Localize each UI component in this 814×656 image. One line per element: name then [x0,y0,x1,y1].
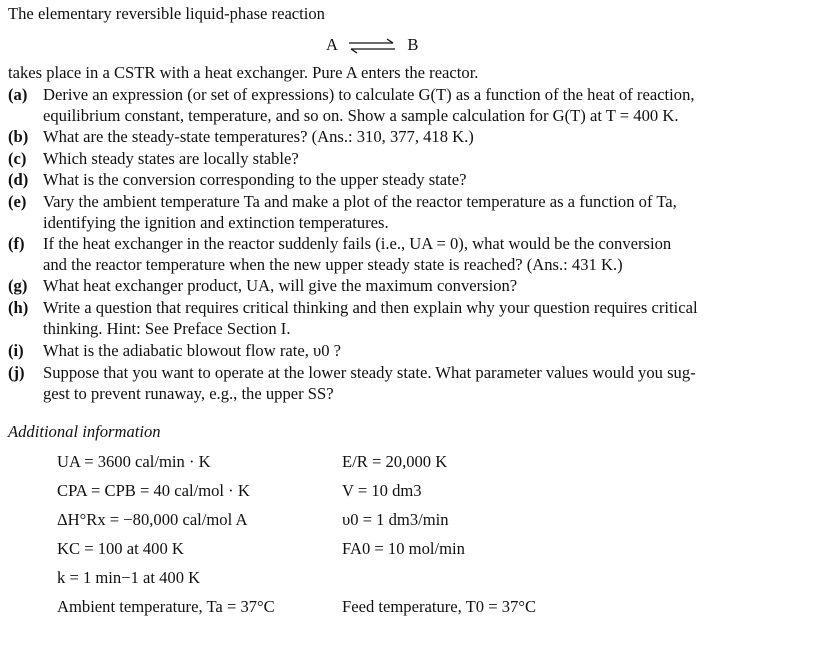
item-text: identifying the ignition and extinction temperatures. [43,213,389,232]
product-label: B [407,35,419,54]
feed-temperature-value: Feed temperature, T0 = 37°C [342,597,537,616]
equilibrium-constant-value: KC = 100 at 400 K [57,539,184,558]
item-text: thinking. Hint: See Preface Section I. [43,319,291,338]
item-text: What heat exchanger product, UA, will give the maximum conversion? [43,276,518,295]
item-text: Suppose that you want to operate at the lower steady state. What parameter values would you sug- [43,363,696,382]
item-label: (b) [8,127,29,146]
item-label: (d) [8,170,29,189]
item-label: (j) [8,363,25,382]
item-text: Vary the ambient temperature Ta and make a plot of the reactor temperature as a function of Ta, [43,192,677,211]
heat-capacity-value: CPA = CPB = 40 cal/mol · K [57,481,250,500]
item-text: gest to prevent runaway, e.g., the upper SS? [43,384,334,403]
volume-value: V = 10 dm3 [342,481,422,500]
ua-value: UA = 3600 cal/min · K [57,452,211,471]
additional-heading: Additional information [8,422,161,441]
ambient-temperature-value: Ambient temperature, Ta = 37°C [57,597,275,616]
item-text: What are the steady-state temperatures? (Ans.: 310, 377, 418 K.) [43,127,474,146]
item-text: What is the adiabatic blowout flow rate, υ0 ? [43,341,342,360]
intro-line-2: takes place in a CSTR with a heat exchanger. Pure A enters the reactor. [8,63,479,82]
item-text: equilibrium constant, temperature, and so on. Show a sample calculation for G(T) at T = 400 K. [43,106,679,125]
item-label: (g) [8,276,28,295]
item-text: Derive an expression (or set of expressions) to calculate G(T) as a function of the heat of reaction, [43,85,695,104]
item-text: Write a question that requires critical thinking and then explain why your question requires critical [43,298,698,317]
equilibrium-arrow-icon [347,38,397,54]
item-text: Which steady states are locally stable? [43,149,299,168]
activation-energy-value: E/R = 20,000 K [342,452,448,471]
item-label: (i) [8,341,24,360]
reactant-label: A [326,35,338,54]
flow-rate-value: υ0 = 1 dm3/min [342,510,449,529]
intro-line-1: The elementary reversible liquid-phase reaction [8,4,325,23]
item-label: (c) [8,149,27,168]
item-label: (a) [8,85,28,104]
item-label: (f) [8,234,25,253]
item-text: and the reactor temperature when the new upper steady state is reached? (Ans.: 431 K.) [43,255,623,274]
item-text: If the heat exchanger in the reactor suddenly fails (i.e., UA = 0), what would be the conversion [43,234,672,253]
rate-constant-value: k = 1 min−1 at 400 K [57,568,201,587]
molar-feed-rate-value: FA0 = 10 mol/min [342,539,465,558]
heat-of-reaction-value: ΔH°Rx = −80,000 cal/mol A [57,510,248,529]
item-label: (h) [8,298,29,317]
item-text: What is the conversion corresponding to the upper steady state? [43,170,467,189]
reaction-equation [326,35,418,55]
item-label: (e) [8,192,27,211]
